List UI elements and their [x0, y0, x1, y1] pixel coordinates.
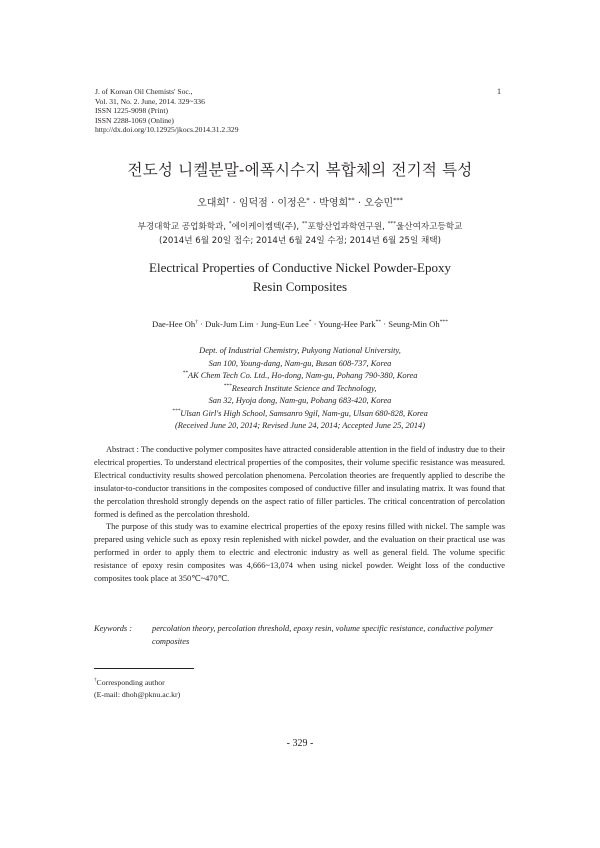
author-separator: · — [311, 319, 319, 329]
author-separator: · — [354, 198, 365, 209]
affiliation-text: Research Institute Science and Technology, — [231, 383, 377, 393]
affiliation-mark: *** — [223, 382, 232, 389]
page-number: - 329 - — [286, 738, 314, 749]
affiliation-text: AK Chem Tech Co. Ltd., Ho-dong, Nam-gu, Pohang 790-380, Korea — [187, 371, 418, 380]
abstract-text: The conductive polymer composites have attracted considerable attention in the field of industry due to their electrical properties. To understand electrical properties of the composites, their volume specific resistance was measured. Electrical conductivity results showed percolation phenomena. Percolation theories are frequently applied to describe the insulator-to-conductor transitions in the composites composed of conductive filler and insulating matrix. It was found that the percolation threshold strongly depends on the aspect ratio of filler particles. The critical concentration of percolation formed is defined as the percolation threshold. — [94, 445, 505, 519]
english-title — [0, 258, 600, 296]
affiliation-text: 울산여자고등학교 — [396, 222, 463, 232]
author-name: 오승민 — [364, 198, 394, 209]
korean-title: 전도성 니켈분말-에폭시수지 복합체의 전기적 특성 — [127, 161, 473, 179]
author-separator: · — [309, 198, 320, 209]
footnote-divider — [94, 668, 194, 669]
author-mark: ** — [348, 196, 355, 204]
abstract-colon: : — [134, 445, 141, 454]
keywords-text: percolation theory, percolation threshold, epoxy resin, volume specific resistance, conductive polymer composites — [152, 624, 494, 646]
author-mark: * — [306, 196, 310, 204]
affiliation-mark: ** — [182, 370, 188, 376]
footnote-mark: † — [94, 677, 97, 683]
author-mark: *** — [439, 319, 448, 325]
korean-affiliation-line — [0, 220, 600, 234]
author-separator: · — [253, 319, 261, 329]
author-name: Young-Hee Park — [318, 319, 376, 329]
affiliation-mark: ** — [301, 221, 308, 227]
footnote-text: Corresponding author — [96, 678, 165, 687]
abstract-paragraph: The purpose of this study was to examine electrical properties of the epoxy resins filled with nickel. The sample was prepared using vehicle such as epoxy resin replenished with nickel powder, and the evaluation on their practical use was performed in order to apply them to electric and electronic industry as well as general field. The volume specific resistance of epoxy resin composites was 4,666~13,074 when using nickel powder. Weight loss of the conductive composites took place at 350℃~470℃. — [94, 522, 505, 584]
korean-received-dates: (2014년 6월 20일 접수; 2014년 6월 24일 수정; 2014년 6월 25일 채택) — [159, 236, 441, 246]
author-mark: † — [195, 319, 198, 325]
affiliation-text: Ulsan Girl's High School, Samsanro 9gil, Nam-gu, Ulsan 680-828, Korea — [180, 408, 428, 418]
author-name: Jung-Eun Lee — [260, 319, 309, 329]
author-mark: * — [308, 319, 312, 325]
footnote — [94, 677, 180, 701]
english-affiliations — [0, 345, 600, 433]
footnote-email[interactable]: (E-mail: dhoh@pknu.ac.kr) — [94, 690, 181, 699]
journal-info — [95, 87, 239, 135]
affiliation-line — [0, 408, 600, 421]
author-name: Seung-Min Oh — [388, 319, 440, 329]
author-mark: *** — [393, 196, 403, 204]
author-name: 오대희 — [197, 198, 227, 209]
english-authors — [0, 319, 600, 329]
keywords-label: Keywords : — [94, 624, 133, 633]
author-name: 박영희 — [319, 198, 349, 209]
author-separator: · — [267, 198, 278, 209]
affiliation-line — [0, 383, 600, 396]
author-separator: · — [229, 198, 239, 209]
affiliation-text: 포항산업과학연구원, — [307, 222, 388, 232]
english-title-line: Resin Composites — [252, 279, 348, 294]
issn-online: ISSN 2288-1069 (Online) — [95, 115, 174, 125]
author-separator: · — [381, 319, 389, 329]
abstract — [94, 444, 505, 586]
author-name: Duk-Jum Lim — [205, 319, 254, 329]
affiliation-text: 부경대학교 공업화학과, — [137, 222, 229, 232]
keywords — [94, 622, 509, 646]
author-name: 이정은 — [277, 198, 307, 209]
affiliation-line — [0, 370, 600, 383]
journal-name: J. of Korean Oil Chemists' Soc., — [95, 87, 193, 96]
author-name: 임덕점 — [238, 198, 268, 209]
abstract-paragraph — [94, 444, 505, 521]
affiliation-line: San 32, Hyoja dong, Nam-gu, Pohang 683-420, Korea — [208, 396, 392, 405]
korean-affiliations — [0, 220, 600, 248]
top-page-number: 1 — [497, 87, 501, 96]
footnote-author — [94, 677, 180, 689]
journal-volume: Vol. 31, No. 2. June, 2014. 329~336 — [95, 96, 205, 106]
author-mark: ** — [375, 319, 382, 325]
affiliation-mark: *** — [172, 407, 181, 414]
affiliation-line: San 100, Young-dang, Nam-gu, Busan 608-737, Korea — [208, 358, 392, 368]
affiliation-mark: * — [228, 221, 232, 227]
english-title-line: Electrical Properties of Conductive Nickel Powder-Epoxy — [149, 260, 451, 275]
affiliation-line: Dept. of Industrial Chemistry, Pukyong National University, — [199, 346, 401, 355]
issn-print: ISSN 1225-9098 (Print) — [95, 106, 168, 116]
abstract-label: Abstract — [106, 445, 135, 454]
korean-authors — [0, 194, 600, 209]
affiliation-text: 에이케이켐텍(주), — [231, 222, 302, 232]
author-separator: · — [197, 319, 206, 329]
author-name: Dae-Hee Oh — [152, 319, 196, 329]
affiliation-mark: *** — [387, 221, 396, 227]
doi-link[interactable]: http://dx.doi.org/10.12925/jkocs.2014.31.2.329 — [95, 125, 239, 135]
author-mark: † — [226, 196, 230, 204]
received-dates: (Received June 20, 2014; Revised June 24, 2014; Accepted June 25, 2014) — [174, 421, 426, 430]
